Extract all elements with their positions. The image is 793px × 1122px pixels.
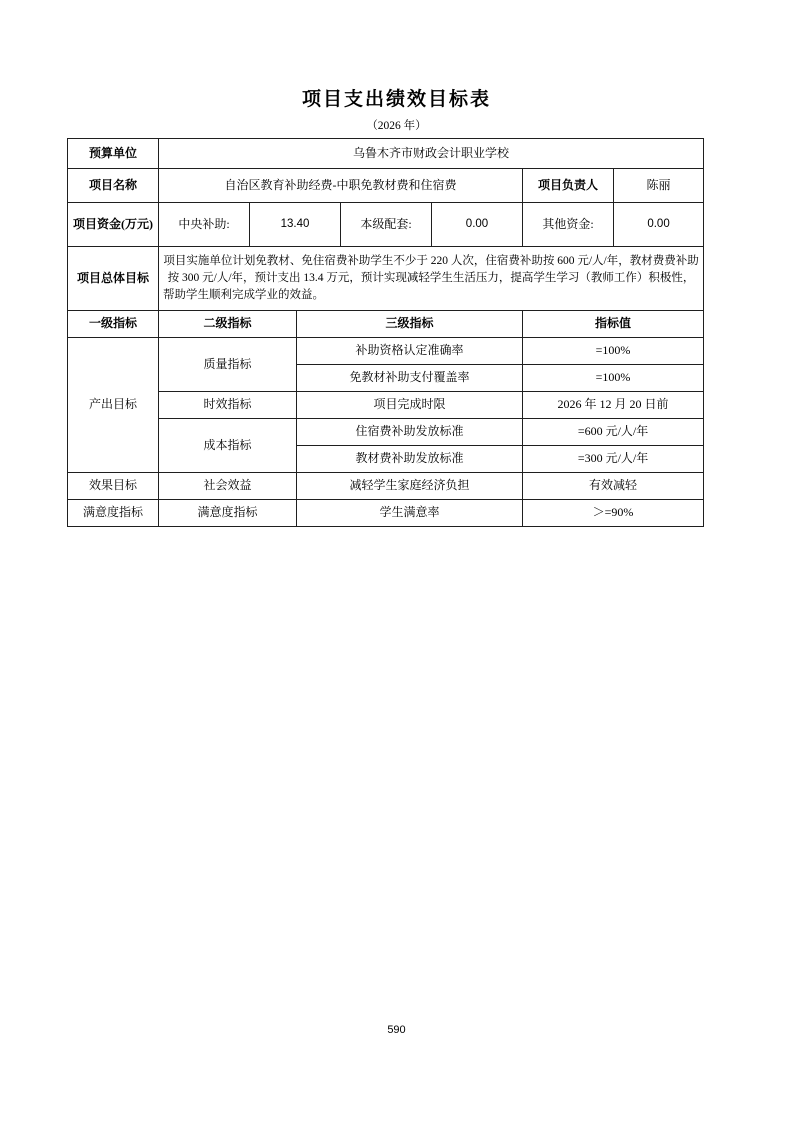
indicator-name: 住宿费补助发放标准 [297,419,523,446]
indicator-target: =100% [523,338,704,365]
indicator-target: 有效减轻 [523,473,704,500]
group-social: 社会效益 [159,473,297,500]
indicator-row [68,392,704,419]
other-funds-label: 其他资金: [523,203,614,247]
other-funds-value: 0.00 [614,203,704,247]
central-subsidy-value: 13.40 [250,203,341,247]
budget-unit-value: 乌鲁木齐市财政会计职业学校 [159,139,704,169]
indicator-name: 学生满意率 [297,500,523,527]
project-name-value: 自治区教育补助经费-中职免教材费和住宿费 [159,169,523,203]
overall-goal-text: 项目实施单位计划免教材、免住宿费补助学生不少于 220 人次，住宿费补助按 600 元/人/年，教材费费补助按 300 元/人/年，预计支出 13.4 万元，预计实现减轻学生生活压力，提高学生学习（教师工作）积极性，帮助学生顺利完成学业的效益。 [159,247,704,311]
header-level2: 二级指标 [159,311,297,338]
document-subtitle: （2026 年） [366,120,427,132]
local-matching-value: 0.00 [432,203,523,247]
indicator-target: =100% [523,365,704,392]
header-value: 指标值 [523,311,704,338]
funds-label: 项目资金(万元) [68,203,159,247]
indicator-target: =300 元/人/年 [523,446,704,473]
header-level3: 三级指标 [297,311,523,338]
project-leader-label: 项目负责人 [523,169,614,203]
group-output: 产出目标 [68,338,159,473]
indicator-header-row [68,311,704,338]
indicator-name: 减轻学生家庭经济负担 [297,473,523,500]
project-leader-value: 陈丽 [614,169,704,203]
page-number: 590 [387,1024,406,1036]
group-satisfaction-l1: 满意度指标 [68,500,159,527]
indicator-row [68,500,704,527]
group-timeliness: 时效指标 [159,392,297,419]
overall-goal-label: 项目总体目标 [68,247,159,311]
indicator-target: ＞=90% [523,500,704,527]
group-cost: 成本指标 [159,419,297,473]
indicator-name: 项目完成时限 [297,392,523,419]
table-row [68,247,704,311]
document-title: 项目支出绩效目标表 [301,89,491,110]
indicator-row [68,419,704,446]
indicator-name: 免教材补助支付覆盖率 [297,365,523,392]
indicator-name: 补助资格认定准确率 [297,338,523,365]
indicator-row [68,473,704,500]
group-effect: 效果目标 [68,473,159,500]
indicator-target: =600 元/人/年 [523,419,704,446]
group-quality: 质量指标 [159,338,297,392]
table-row [68,139,704,169]
central-subsidy-label: 中央补助: [159,203,250,247]
indicator-target: 2026 年 12 月 20 日前 [523,392,704,419]
budget-unit-label: 预算单位 [68,139,159,169]
group-satisfaction-l2: 满意度指标 [159,500,297,527]
table-row [68,169,704,203]
header-level1: 一级指标 [68,311,159,338]
local-matching-label: 本级配套: [341,203,432,247]
table-row [68,203,704,247]
indicator-name: 教材费补助发放标准 [297,446,523,473]
performance-target-table [67,138,704,527]
project-name-label: 项目名称 [68,169,159,203]
indicator-row [68,338,704,365]
